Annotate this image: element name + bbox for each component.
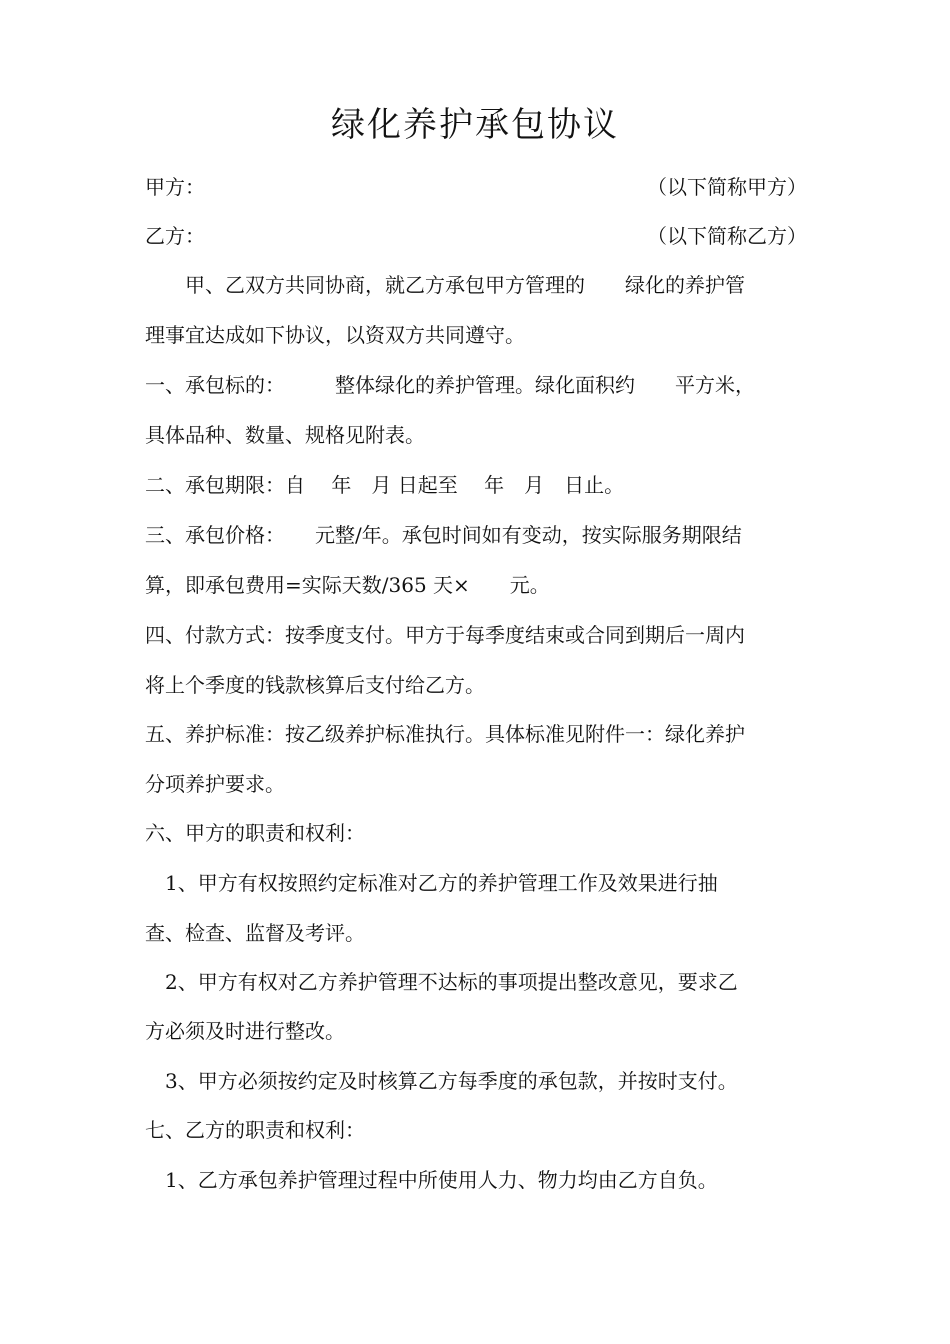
body-line: 五、养护标准：按乙级养护标准执行。具体标准见附件一：绿化养护	[145, 722, 745, 746]
body-line: 七、乙方的职责和权利：	[145, 1118, 365, 1142]
body-line: 3、甲方必须按约定及时核算乙方每季度的承包款，并按时支付。	[145, 1069, 738, 1093]
body-line: 一、承包标的： 整体绿化的养护管理。绿化面积约 平方米，	[145, 373, 755, 397]
body-line: 方必须及时进行整改。	[145, 1019, 345, 1043]
party-a-note: （以下简称甲方）	[647, 175, 807, 199]
body-line: 甲、乙双方共同协商，就乙方承包甲方管理的 绿化的养护管	[145, 273, 745, 297]
body-line: 三、承包价格： 元整/年。承包时间如有变动，按实际服务期限结	[145, 523, 742, 547]
body-line: 理事宜达成如下协议，以资双方共同遵守。	[145, 323, 525, 347]
body-line: 将上个季度的钱款核算后支付给乙方。	[145, 673, 485, 697]
body-line: 分项养护要求。	[145, 772, 285, 796]
body-line: 具体品种、数量、规格见附表。	[145, 423, 425, 447]
party-a-label: 甲方：	[145, 175, 205, 199]
body-line: 二、承包期限：自 年 月 日起至 年 月 日止。	[145, 473, 625, 497]
party-b-row	[145, 221, 807, 251]
party-b-label: 乙方：	[145, 224, 205, 248]
party-a-row	[145, 172, 807, 202]
body-line: 1、乙方承包养护管理过程中所使用人力、物力均由乙方自负。	[145, 1168, 718, 1192]
body-line: 2、甲方有权对乙方养护管理不达标的事项提出整改意见，要求乙	[145, 970, 738, 994]
body-line: 四、付款方式：按季度支付。甲方于每季度结束或合同到期后一周内	[145, 623, 745, 647]
body-line: 1、甲方有权按照约定标准对乙方的养护管理工作及效果进行抽	[145, 871, 718, 895]
body-line: 算，即承包费用=实际天数/365 天× 元。	[145, 573, 550, 597]
document-title: 绿化养护承包协议	[331, 105, 619, 145]
party-b-note: （以下简称乙方）	[647, 224, 807, 248]
body-line: 查、检查、监督及考评。	[145, 921, 365, 945]
body-line: 六、甲方的职责和权利：	[145, 821, 365, 845]
